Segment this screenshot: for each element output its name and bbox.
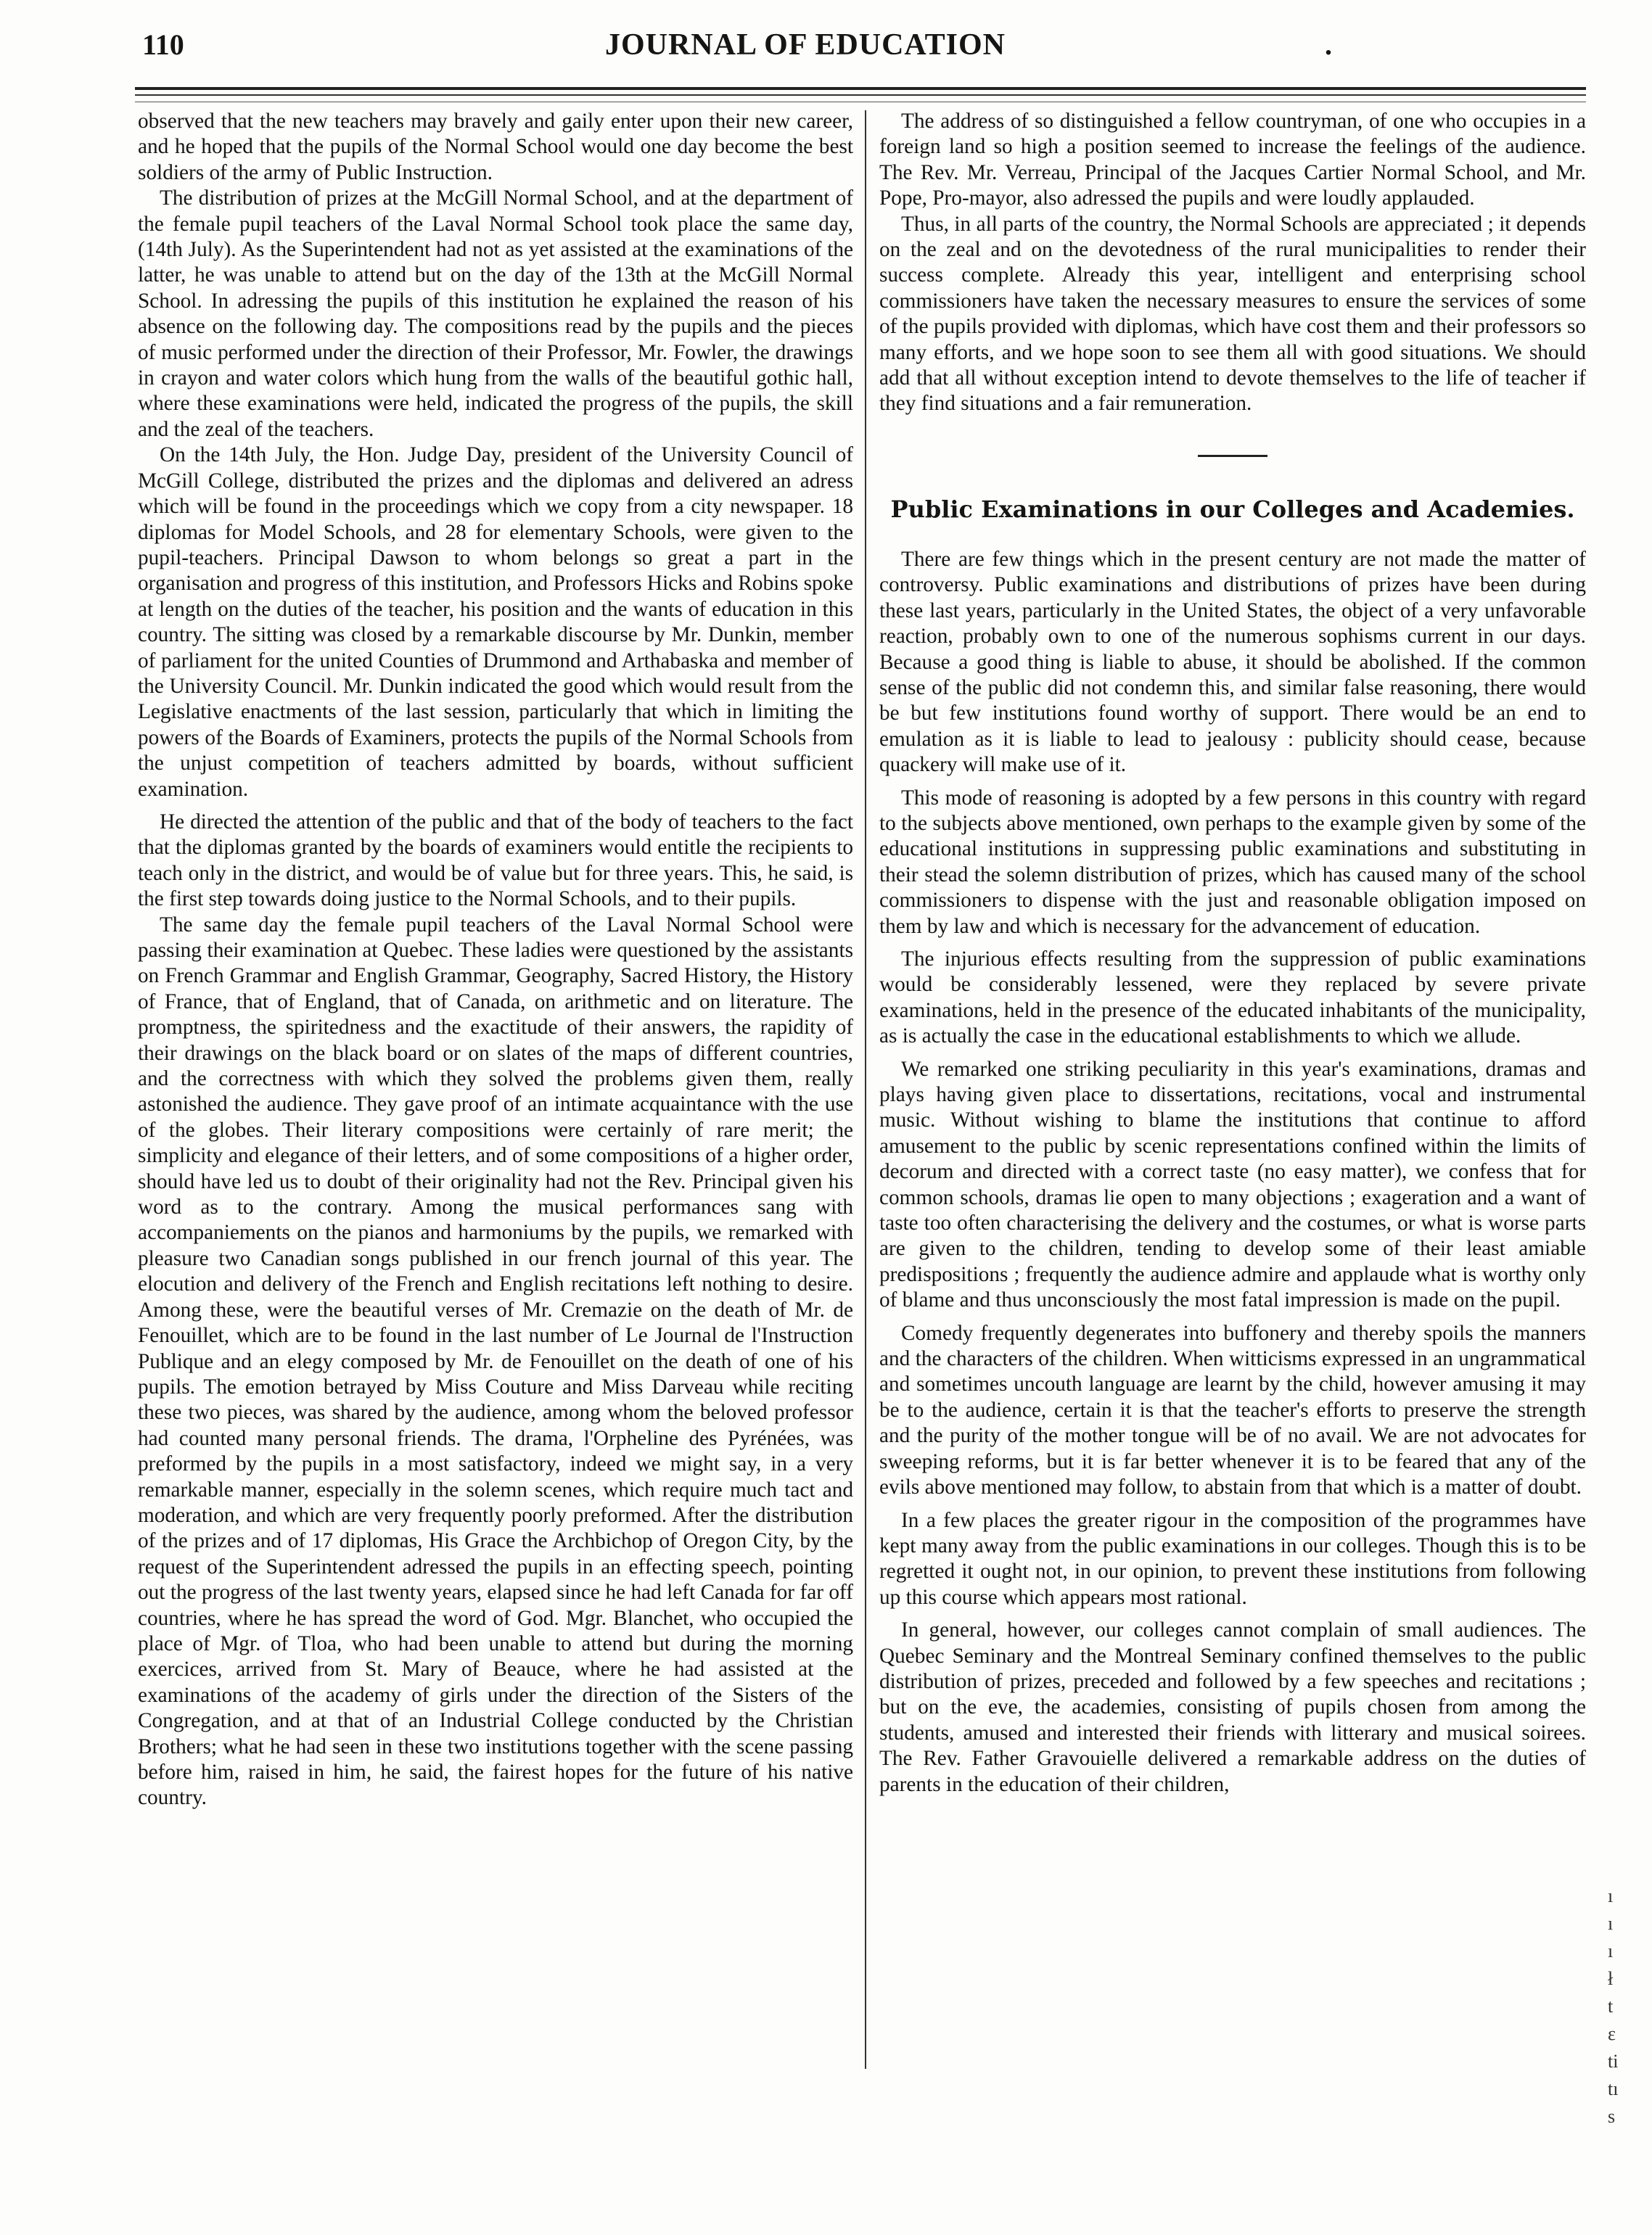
left-column bbox=[138, 109, 853, 2140]
margin-fragment: s bbox=[1608, 2106, 1616, 2127]
paragraph: There are few things which in the present century are not made the matter of controversy. Public examinations and distributions of prizes have been during these last years, particularly in the United States, the object of a very unfavorable reaction, probably own to one of the numerous sophisms current in our days. Because a good thing is liable to abuse, it should be abolished. If the common sense of the public did not condemn this, and similar false reasoning, there would be but few institutions found worthy of support. There would be an end to emulation as it is liable to lead to jealousy : publicity should cease, because quackery will make use of it. bbox=[879, 547, 1586, 777]
margin-fragment: ti bbox=[1608, 2051, 1619, 2072]
page-number: 110 bbox=[142, 28, 184, 61]
margin-fragment: ı bbox=[1608, 1913, 1614, 1934]
paragraph: The injurious effects resulting from the suppression of public examinations would be considerably lessened, were they replaced by severe private examinations, held in the presence of the educated inhabitants of the municipality, as is actually the case in the educational establishments to which we allude. bbox=[879, 947, 1586, 1048]
right-column bbox=[879, 109, 1586, 2133]
margin-fragment: ı bbox=[1608, 1885, 1614, 1906]
margin-fragment: tı bbox=[1608, 2078, 1619, 2099]
paragraph: Thus, in all parts of the country, the Normal Schools are appreciated ; it depends on the zeal and on the devotedness of the rural municipalities to render their success complete. Already this year, intelligent and enterprising school commissioners have taken the necessary measures to ensure the services of some of the pupils provided with diplomas, which have cost them and their professors so many efforts, and we hope soon to see them all with good situations. We should add that all without exception intend to devote themselves to the life of teacher if they find situations and a fair remuneration. bbox=[879, 212, 1586, 416]
header-mark: . bbox=[1325, 28, 1332, 61]
header-rule-thick bbox=[135, 87, 1586, 90]
paragraph: Comedy frequently degenerates into buffonery and thereby spoils the manners and the characters of the children. When witticisms expressed in an ungrammatical and sometimes uncouth language are learnt by the child, however amusing it may be to the audience, certain it is that the teacher's efforts to preserve the strength and the purity of the mother tongue will be of no avail. We are not advocates for sweeping reforms, but it is far better whenever it is to be feared that any of the evils above mentioned may follow, to abstain from that which is a matter of doubt. bbox=[879, 1321, 1586, 1499]
header-rule-middle bbox=[135, 94, 1586, 96]
paragraph: He directed the attention of the public and that of the body of teachers to the fact that the diplomas granted by the boards of examiners would entitle the recipients to teach only in the district, and would be of value but for three years. This, he said, is the first step towards doing justice to the Normal Schools, and to their pupils. bbox=[138, 810, 853, 911]
paragraph: The address of so distinguished a fellow countryman, of one who occupies in a foreign land so high a position seemed to increase the feelings of the audience. The Rev. Mr. Verreau, Principal of the Jacques Cartier Normal School, and Mr. Pope, Pro-mayor, also adressed the pupils and were loudly applauded. bbox=[879, 110, 1586, 210]
paragraph: This mode of reasoning is adopted by a few persons in this country with regard to the subjects above mentioned, own perhaps to the example given by some of the educational institutions in suppressing public examinations and substituting in their stead the solemn distribution of prizes, which has caused many of the school commissioners to dispense with the just and reasonable obligation imposed on them by law and which is necessary for the advancement of education. bbox=[879, 786, 1586, 938]
paragraph: In a few places the greater rigour in the composition of the programmes have kept many away from the public examinations in our colleges. Though this is to be regretted it ought not, in our opinion, to prevent these institutions from following up this course which appears most rational. bbox=[879, 1508, 1586, 1609]
margin-fragment: ł bbox=[1608, 1968, 1614, 1989]
section-title: Public Examinations in our Colleges and Academies. bbox=[890, 495, 1575, 523]
column-divider bbox=[865, 110, 866, 2069]
margin-fragments bbox=[1608, 1882, 1637, 2131]
paragraph: In general, however, our colleges cannot complain of small audiences. The Quebec Seminary and the Montreal Seminary confined themselves to the public distribution of prizes, preceded and followed by a few speeches and recitations ; but on the eve, the academies, consisting of pupils chosen from among the students, amused and interested their friends with litterary and musical soirees. The Rev. Father Gravouielle delivered a remarkable address on the duties of parents in the education of their children, bbox=[879, 1618, 1586, 1796]
paragraph: On the 14th July, the Hon. Judge Day, president of the University Council of McGill College, distributed the prizes and the diplomas and delivered an adress which will be found in the proceedings which we copy from a city newspaper. 18 diplomas for Model Schools, and 28 for elementary Schools, were given to the pupil-teachers. Principal Dawson to whom belongs so great a part in the organisation and progress of this institution, and Professors Hicks and Robins spoke at length on the duties of the teacher, his position and the wants of education in this country. The sitting was closed by a remarkable discourse by Mr. Dunkin, member of parliament for the united Counties of Drummond and Arthabaska and member of the University Council. Mr. Dunkin indicated the good which would result from the Legislative enactments of the last session, particularly that which in limiting the powers of the Boards of Examiners, protects the pupils of the Normal Schools from the unjust competition of teachers admitted by boards, without sufficient examination. bbox=[138, 443, 853, 801]
margin-fragment: ε bbox=[1608, 2023, 1616, 2044]
paragraph: The distribution of prizes at the McGill Normal School, and at the department of the female pupil teachers of the Laval Normal School took place the same day, (14th July). As the Superintendent had not as yet assisted at the examinations of the latter, he was unable to attend but on the day of the 13th at the McGill Normal School. In adressing the pupils of this institution he explained the reason of his absence on the following day. The compositions read by the pupils and the pieces of music performed under the direction of their Professor, Mr. Fowler, the drawings in crayon and water colors which hung from the walls of the beautiful gothic hall, where these examinations were held, indicated the progress of the pupils, the skill and the zeal of the teachers. bbox=[138, 186, 853, 441]
margin-fragment: t bbox=[1608, 1996, 1614, 2017]
paragraph: The same day the female pupil teachers of the Laval Normal School were passing their examination at Quebec. These ladies were questioned by the assistants on French Grammar and English Grammar, Geography, Sacred History, the History of France, that of England, that of Canada, on arithmetic and on literature. The promptness, the spiritedness and the exactitude of their answers, the rapidity of their drawings on the black board or on slates of the maps of different countries, and the correctness with which they solved the problems given them, really astonished the audience. They gave proof of an intimate acquaintance with the use of the globes. Their literary compositions were certainly of rare merit; the simplicity and elegance of their letters, and of some compositions of a higher order, should have led us to doubt of their originality had not the Rev. Principal given his word as to the contrary. Among the musical performances sang with accompaniements on the pianos and harmoniums by the pupils, we remarked with pleasure two Canadian songs published in our french journal of this year. The elocution and delivery of the French and English recitations left nothing to desire. Among these, were the beautiful verses of Mr. Cremazie on the death of Mr. de Fenouillet, which are to be found in the last number of Le Journal de l'Instruction Publique and an elegy composed by Mr. de Fenouillet on the death of one of his pupils. The emotion betrayed by Miss Couture and Miss Darveau while reciting these two pieces, was shared by the audience, among whom the beloved professor had counted many personal friends. The drama, l'Orpheline des Pyrénées, was preformed by the pupils in a most satisfactory, indeed we might say, in a very remarkable manner, especially in the solemn scenes, which require much tact and moderation, and which are very frequently poorly preformed. After the distribution of the prizes and of 17 diplomas, His Grace the Archbichop of Oregon City, by the request of the Superintendent adressed the pupils in an effecting speech, pointing out the progress of the last twenty years, elapsed since he had left Canada for far off countries, where he has spread the word of God. Mgr. Blanchet, who occupied the place of Mgr. of Tloa, who had been unable to attend but during the morning exercices, arrived from St. Mary of Beauce, where he had assisted at the examinations of the academy of girls under the direction of the Sisters of the Congregation, and at that of an Industrial College conducted by the Christian Brothers; what he had seen in these two institutions together with the scene passing before him, raised in him, he said, the fairest hopes for the future of his native country. bbox=[138, 913, 853, 1810]
paragraph: We remarked one striking peculiarity in this year's examinations, dramas and plays having given place to dissertations, recitations, vocal and instrumental music. Without wishing to blame the institutions that continue to afford amusement to the public by scenic representations confined within the limits of decorum and directed with a correct taste (no easy matter), we confess that for common schools, dramas lie open to many objections ; exageration and a want of taste too often characterising the delivery and the costumes, or what is worse parts are given to the children, tending to develop some of their least amiable predispositions ; frequently the audience admire and applaude what is worthy only of blame and thus unconsciously the most fatal impression is made on the pupil. bbox=[879, 1057, 1586, 1312]
margin-fragment: ı bbox=[1608, 1940, 1614, 1962]
running-title: JOURNAL OF EDUCATION bbox=[604, 28, 1006, 62]
section-ornament-rule bbox=[1198, 455, 1267, 457]
paragraph: observed that the new teachers may bravely and gaily enter upon their new career, and he hoped that the pupils of the Normal School would one day become the best soldiers of the army of Public Instruction. bbox=[138, 110, 853, 184]
